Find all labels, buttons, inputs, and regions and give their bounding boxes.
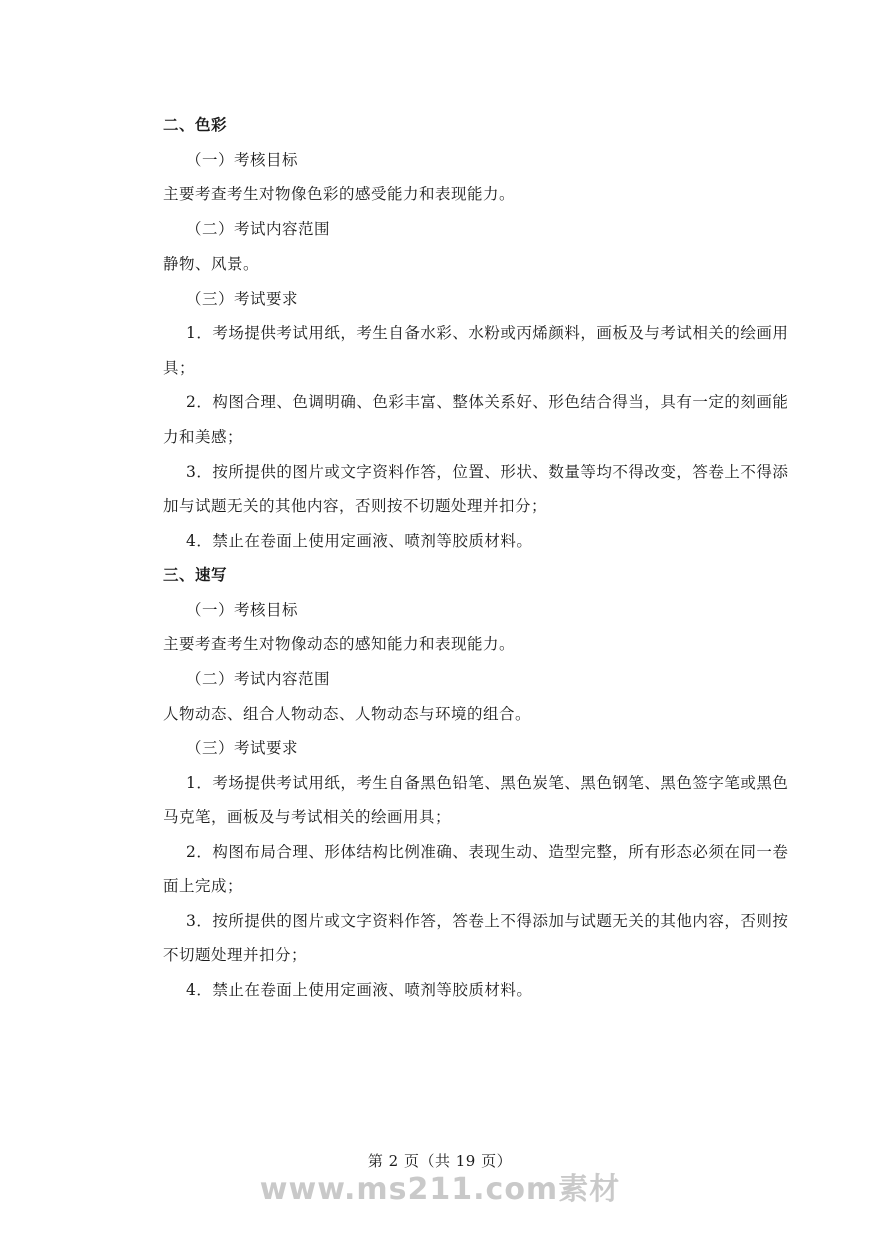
subsection-title: （二）考试内容范围	[186, 220, 331, 238]
subsection-title: （一）考核目标	[186, 601, 299, 619]
subsection-title: （三）考试要求	[186, 290, 299, 308]
requirement-item: 3．按所提供的图片或文字资料作答，答卷上不得添加与试题无关的其他内容，否则按	[186, 912, 789, 930]
section-heading-sketch: 三、速写	[163, 565, 228, 584]
paragraph: 主要考查考生对物像色彩的感受能力和表现能力。	[163, 185, 516, 203]
page-number-footer: 第 2 页（共 19 页）	[367, 1152, 513, 1170]
watermark: www.ms211.com素材	[259, 1172, 621, 1207]
requirement-item-continuation: 马克笔，画板及与考试相关的绘画用具；	[163, 808, 452, 826]
requirement-item: 1．考场提供考试用纸，考生自备水彩、水粉或丙烯颜料，画板及与考试相关的绘画用	[186, 324, 789, 342]
requirement-item-continuation: 加与试题无关的其他内容，否则按不切题处理并扣分；	[163, 497, 548, 515]
subsection-title: （一）考核目标	[186, 151, 299, 169]
subsection-title: （三）考试要求	[186, 739, 299, 757]
requirement-item-continuation: 面上完成；	[163, 877, 244, 895]
subsection-title: （二）考试内容范围	[186, 670, 331, 688]
paragraph: 主要考查考生对物像动态的感知能力和表现能力。	[163, 635, 516, 653]
requirement-item-continuation: 不切题处理并扣分；	[163, 946, 308, 964]
requirement-item: 2．构图合理、色调明确、色彩丰富、整体关系好、形色结合得当，具有一定的刻画能	[186, 393, 789, 411]
paragraph: 人物动态、组合人物动态、人物动态与环境的组合。	[163, 705, 532, 723]
requirement-item-continuation: 具；	[163, 359, 196, 377]
requirement-item: 4．禁止在卷面上使用定画液、喷剂等胶质材料。	[186, 981, 533, 999]
requirement-item-continuation: 力和美感；	[163, 428, 244, 446]
requirement-item: 1．考场提供考试用纸，考生自备黑色铅笔、黑色炭笔、黑色钢笔、黑色签字笔或黑色	[186, 774, 789, 792]
requirement-item: 2．构图布局合理、形体结构比例准确、表现生动、造型完整，所有形态必须在同一卷	[186, 843, 789, 861]
requirement-item: 4．禁止在卷面上使用定画液、喷剂等胶质材料。	[186, 532, 533, 550]
section-heading-color: 二、色彩	[163, 115, 228, 134]
requirement-item: 3．按所提供的图片或文字资料作答，位置、形状、数量等均不得改变，答卷上不得添	[186, 463, 789, 481]
paragraph: 静物、风景。	[163, 255, 260, 273]
